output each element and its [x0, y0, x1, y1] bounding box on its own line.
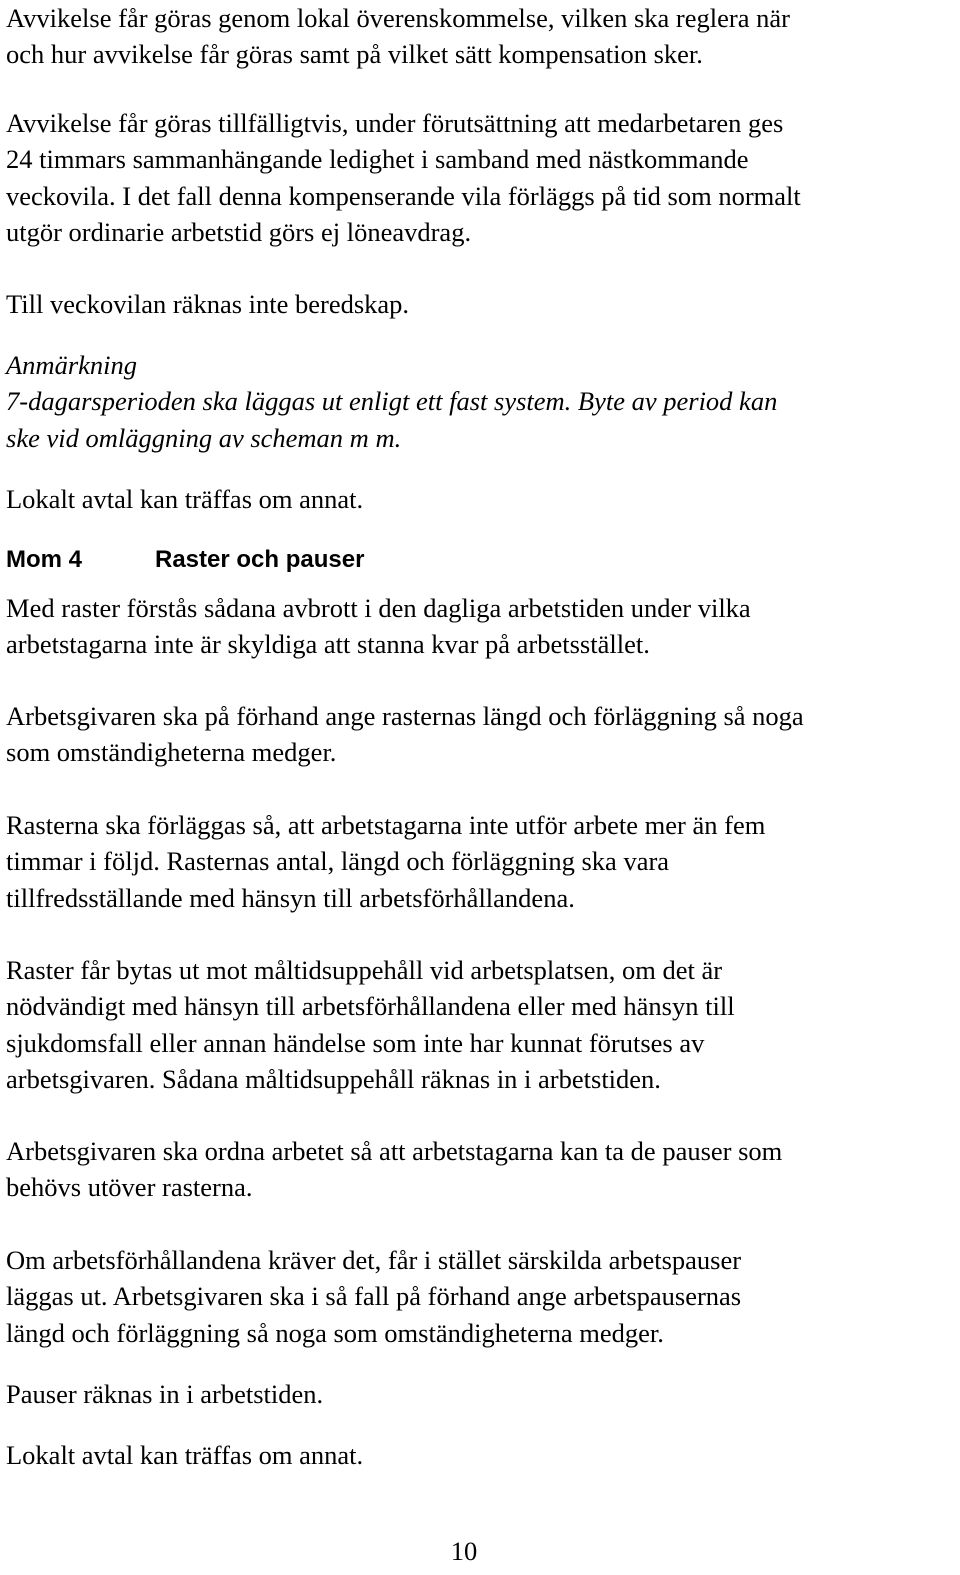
text-line: Om arbetsförhållandena kräver det, får i stället särskilda arbetspauser — [6, 1245, 742, 1275]
text-line: Rasterna ska förläggas så, att arbetstagarna inte utför arbete mer än fem — [6, 810, 766, 840]
text-line: sjukdomsfall eller annan händelse som inte har kunnat förutses av — [6, 1027, 705, 1058]
paragraph — [6, 1437, 363, 1473]
text-line: 24 timmars sammanhängande ledighet i samband med nästkommande — [6, 144, 749, 175]
text-line: Raster får bytas ut mot måltidsuppehåll vid arbetsplatsen, om det är — [6, 955, 723, 985]
text-line: Avvikelse får göras tillfälligtvis, under förutsättning att medarbetaren ges — [6, 108, 784, 138]
text-line: Arbetsgivaren ska på förhand ange rasternas längd och förläggning så noga — [6, 701, 804, 731]
section-number: Mom 4 — [6, 546, 83, 573]
text-line: nödvändigt med hänsyn till arbetsförhållandena eller med hänsyn till — [6, 991, 735, 1022]
text-line: arbetstagarna inte är skyldiga att stanna kvar på arbetsstället. — [6, 629, 650, 660]
paragraph — [6, 590, 751, 663]
text-line: Till veckovilan räknas inte beredskap. — [6, 289, 410, 319]
text-line: tillfredsställande med hänsyn till arbetsförhållandena. — [6, 882, 575, 913]
paragraph — [6, 1133, 782, 1206]
text-line: läggas ut. Arbetsgivaren ska i så fall på förhand ange arbetspausernas — [6, 1281, 742, 1312]
text-line: behövs utöver rasterna. — [6, 1172, 253, 1203]
text-line: Pauser räknas in i arbetstiden. — [6, 1379, 324, 1409]
text-line: Lokalt avtal kan träffas om annat. — [6, 484, 364, 514]
text-line: ske vid omläggning av scheman m m. — [6, 422, 402, 453]
text-line: och hur avvikelse får göras samt på vilket sätt kompensation sker. — [6, 39, 703, 70]
text-line: Lokalt avtal kan träffas om annat. — [6, 1440, 364, 1470]
paragraph — [6, 105, 801, 250]
text-line: timmar i följd. Rasternas antal, längd och förläggning ska vara — [6, 846, 670, 877]
text-line: som omständigheterna medger. — [6, 737, 337, 768]
text-line: Arbetsgivaren ska ordna arbetet så att arbetstagarna kan ta de pauser som — [6, 1136, 783, 1166]
paragraph — [6, 0, 790, 73]
paragraph — [6, 952, 735, 1097]
text-line: Med raster förstås sådana avbrott i den dagliga arbetstiden under vilka — [6, 593, 751, 623]
section-heading — [6, 545, 364, 575]
paragraph — [6, 481, 363, 517]
note-block — [6, 347, 777, 456]
text-line: utgör ordinarie arbetstid görs ej löneavdrag. — [6, 216, 472, 247]
text-line: Avvikelse får göras genom lokal överenskommelse, vilken ska reglera när — [6, 3, 790, 33]
paragraph — [6, 286, 409, 322]
paragraph — [6, 698, 804, 771]
paragraph — [6, 1376, 323, 1412]
text-line: längd och förläggning så noga som omständigheterna medger. — [6, 1317, 664, 1348]
note-title: Anmärkning — [6, 350, 138, 380]
section-title: Raster och pauser — [155, 546, 365, 573]
paragraph — [6, 1242, 741, 1351]
text-line: arbetsgivaren. Sådana måltidsuppehåll räknas in i arbetstiden. — [6, 1063, 661, 1094]
text-line: veckovila. I det fall denna kompenserande vila förläggs på tid som normalt — [6, 180, 801, 211]
text-line: 7-dagarsperioden ska läggas ut enligt ett fast system. Byte av period kan — [6, 386, 778, 417]
paragraph — [6, 807, 765, 916]
page-number: 10 — [450, 1536, 478, 1566]
